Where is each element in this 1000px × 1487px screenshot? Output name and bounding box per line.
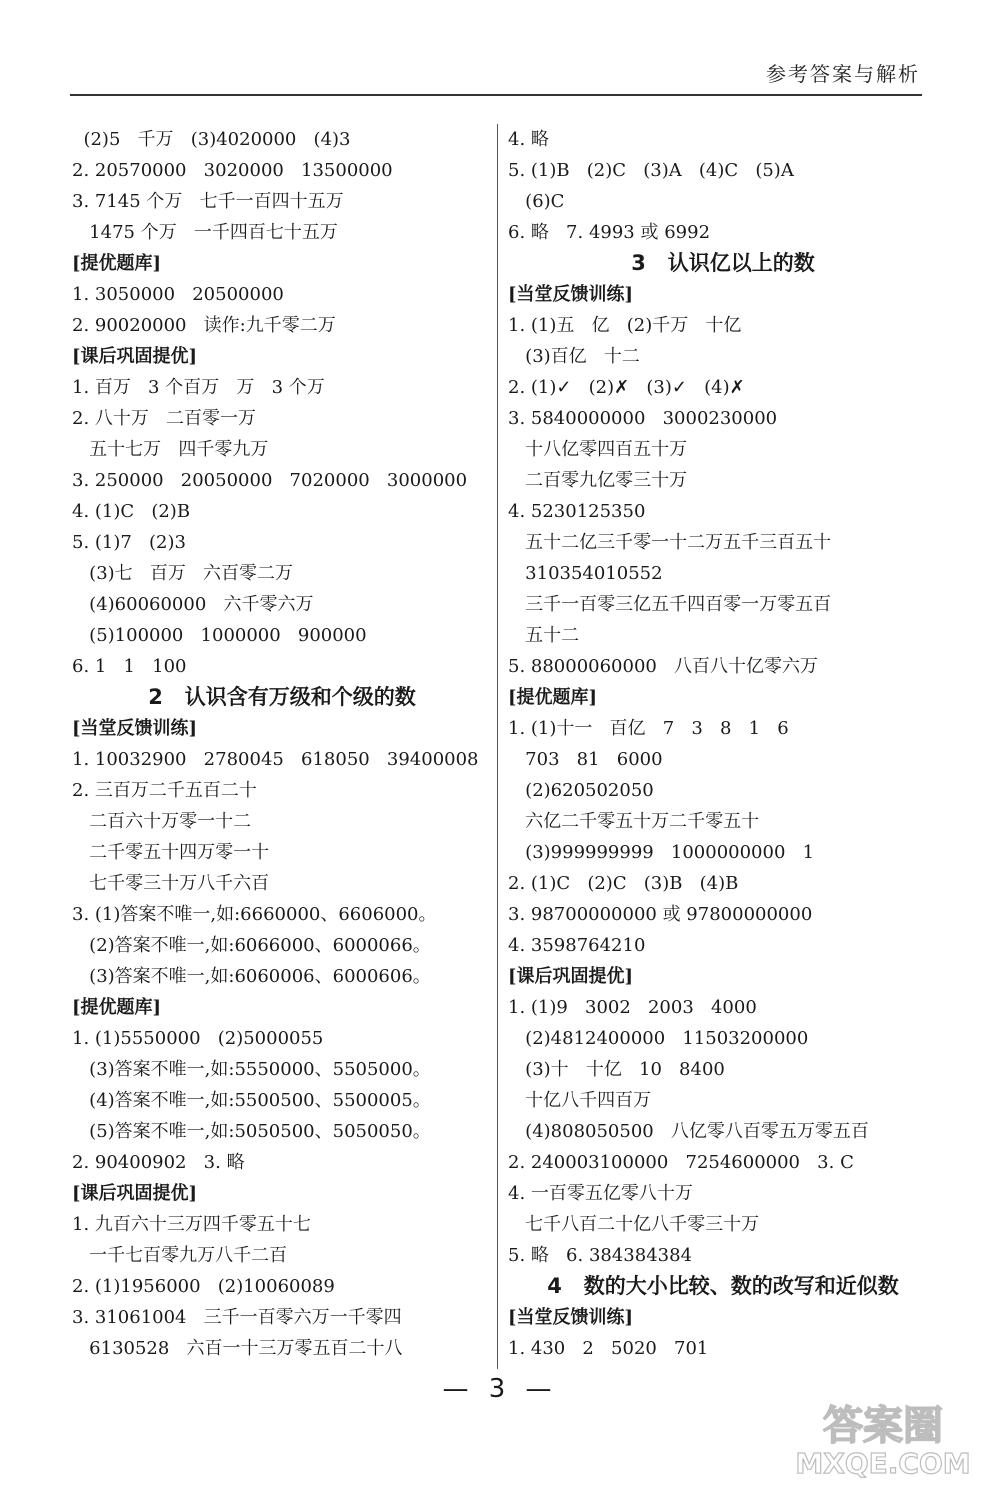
answer-line: 3. 250000 20050000 7020000 3000000 [72, 470, 468, 491]
answer-line: (4)答案不唯一,如:5500500、5500005。 [72, 1090, 431, 1111]
answer-line: (3)七 百万 六百零二万 [72, 563, 293, 584]
subsection-label: [课后巩固提优] [508, 966, 634, 987]
answer-line: 2. 三百万二千五百二十 [72, 780, 257, 801]
answer-line: 6130528 六百一十三万零五百二十八 [72, 1338, 403, 1359]
subsection-label: [提优题库] [72, 253, 162, 274]
answer-line: (2)4812400000 11503200000 [508, 1028, 809, 1049]
page-header-title: 参考答案与解析 [766, 62, 920, 86]
answer-line: 703 81 6000 [508, 749, 663, 770]
answer-line: (3)十 十亿 10 8400 [508, 1059, 725, 1080]
answer-line: 1475 个万 一千四百七十五万 [72, 222, 338, 243]
answer-line: 4. 3598764210 [508, 935, 646, 956]
column-divider [497, 124, 498, 1369]
answer-line: (2)答案不唯一,如:6066000、6000066。 [72, 935, 431, 956]
section-heading: 3 认识亿以上的数 [631, 251, 815, 275]
answer-line: 七千零三十万八千六百 [72, 873, 270, 894]
answer-line: 2. (1)1956000 (2)10060089 [72, 1276, 335, 1297]
subsection-label: [课后巩固提优] [72, 1183, 198, 1204]
header-rule [70, 94, 922, 96]
subsection-label: [提优题库] [72, 997, 162, 1018]
answer-line: 4. 略 [508, 129, 549, 150]
answer-line: 5. 88000060000 八百八十亿零六万 [508, 656, 819, 677]
answer-line: 一千七百零九万八千二百 [72, 1245, 288, 1266]
answer-line: 1. (1)十一 百亿 7 3 8 1 6 [508, 718, 789, 739]
answer-line: 5. (1)B (2)C (3)A (4)C (5)A [508, 160, 794, 181]
answer-line: 1. 3050000 20500000 [72, 284, 284, 305]
answer-line: 六亿二千零五十万二千零五十 [508, 811, 760, 832]
answer-line: (3)答案不唯一,如:5550000、5505000。 [72, 1059, 431, 1080]
answer-line: 310354010552 [508, 563, 663, 584]
answer-line: 3. 7145 个万 七千一百四十五万 [72, 191, 344, 212]
answer-line: 五十七万 四千零九万 [72, 439, 269, 460]
section-heading: 4 数的大小比较、数的改写和近似数 [547, 1274, 899, 1298]
answer-line: (2)620502050 [508, 780, 654, 801]
answer-line: 2. 90020000 读作:九千零二万 [72, 315, 336, 336]
subsection-label: [课后巩固提优] [72, 346, 198, 367]
answer-line: 3. 98700000000 或 97800000000 [508, 904, 813, 925]
answer-line: 5. (1)7 (2)3 [72, 532, 186, 553]
answer-line: 1. 430 2 5020 701 [508, 1338, 709, 1359]
answer-line: 5. 略 6. 384384384 [508, 1245, 693, 1266]
subsection-label: [当堂反馈训练] [72, 718, 198, 739]
answer-line: (6)C [508, 191, 565, 212]
answer-line: 1. (1)五 亿 (2)千万 十亿 [508, 315, 742, 336]
answer-line: (5)答案不唯一,如:5050500、5050050。 [72, 1121, 431, 1142]
answer-line: 五十二亿三千零一十二万五千三百五十 [508, 532, 832, 553]
answer-line: 三千一百零三亿五千四百零一万零五百 [508, 594, 832, 615]
watermark-top-text: 答案圈 [823, 1403, 943, 1449]
answer-line: 1. (1)5550000 (2)5000055 [72, 1028, 324, 1049]
answer-line: 1. 百万 3 个百万 万 3 个万 [72, 377, 325, 398]
answer-line: 1. (1)9 3002 2003 4000 [508, 997, 757, 1018]
answer-line: (3)999999999 1000000000 1 [508, 842, 815, 863]
answer-line: 二百六十万零一十二 [72, 811, 252, 832]
answer-line: 2. (1)C (2)C (3)B (4)B [508, 873, 739, 894]
answer-line: (2)5 千万 (3)4020000 (4)3 [72, 129, 351, 150]
answer-line: 4. 5230125350 [508, 501, 646, 522]
watermark-logo [788, 1397, 978, 1479]
answer-line: 1. 10032900 2780045 618050 39400008 [72, 749, 479, 770]
answer-line: 3. 5840000000 3000230000 [508, 408, 778, 429]
subsection-label: [提优题库] [508, 687, 598, 708]
answer-line: 2. 90400902 3. 略 [72, 1152, 245, 1173]
answer-line: 十亿八千四百万 [508, 1090, 652, 1111]
left-column [72, 124, 492, 1364]
answer-line: 七千八百二十亿八千零三十万 [508, 1214, 760, 1235]
section-heading: 2 认识含有万级和个级的数 [148, 685, 416, 709]
answer-line: 十八亿零四百五十万 [508, 439, 688, 460]
answer-line: 3. (1)答案不唯一,如:6660000、6606000。 [72, 904, 437, 925]
answer-line: 2. 240003100000 7254600000 3. C [508, 1152, 854, 1173]
page-number: — 3 — [442, 1374, 558, 1404]
right-column [508, 124, 938, 1364]
answer-line: (4)60060000 六千零六万 [72, 594, 314, 615]
answer-line: 2. (1)✓ (2)✗ (3)✓ (4)✗ [508, 377, 745, 398]
answer-line: 五十二 [508, 625, 580, 646]
answer-line: 二百零九亿零三十万 [508, 470, 688, 491]
answer-line: 6. 略 7. 4993 或 6992 [508, 222, 711, 243]
answer-line: 4. 一百零五亿零八十万 [508, 1183, 693, 1204]
answer-line: (3)答案不唯一,如:6060006、6000606。 [72, 966, 431, 987]
answer-line: (5)100000 1000000 900000 [72, 625, 367, 646]
answer-line: 2. 八十万 二百零一万 [72, 408, 257, 429]
subsection-label: [当堂反馈训练] [508, 1307, 634, 1328]
answer-line: 2. 20570000 3020000 13500000 [72, 160, 393, 181]
answer-line: (4)808050500 八亿零八百零五万零五百 [508, 1121, 869, 1142]
answer-line: 6. 1 1 100 [72, 656, 187, 677]
answer-line: 二千零五十四万零一十 [72, 842, 270, 863]
answer-line: 3. 31061004 三千一百零六万一千零四 [72, 1307, 402, 1328]
subsection-label: [当堂反馈训练] [508, 284, 634, 305]
answer-line: 4. (1)C (2)B [72, 501, 191, 522]
watermark-bottom-text: MXQE.COM [795, 1447, 971, 1479]
answer-line: 1. 九百六十三万四千零五十七 [72, 1214, 311, 1235]
answer-line: (3)百亿 十二 [508, 346, 640, 367]
